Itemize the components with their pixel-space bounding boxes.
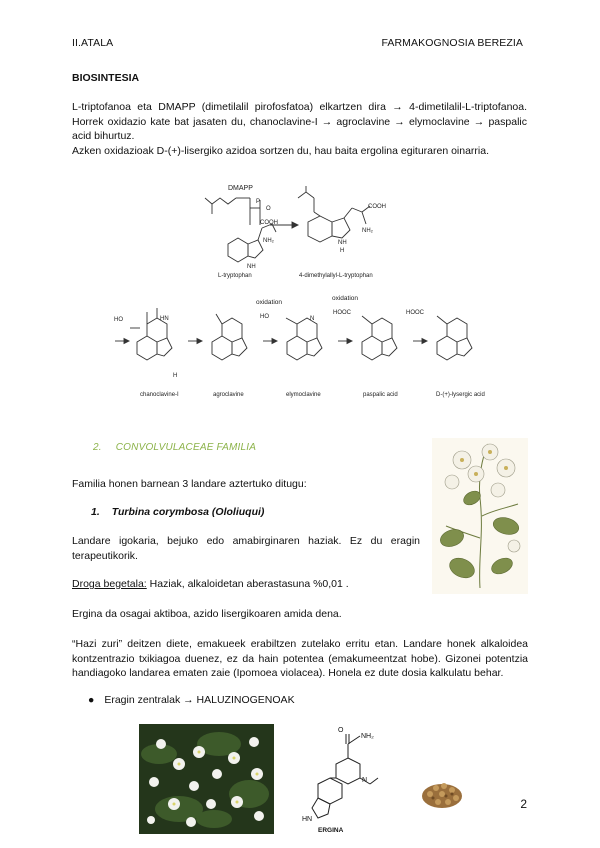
paragraph-biosynthesis-chain: L-triptofanoa eta DMAPP (dimetilalil pirofosfatoa) elkartzen dira → 4-dimetilalil-L-triptofanoa. Horrek oxidazio kate bat jasaten du, chanoclavine-I → agroclavine → elymoclavine → paspalic acid bihurtuz. (72, 101, 527, 142)
section-title-biosintesia: BIOSINTESIA (72, 72, 140, 84)
paragraph-plant-description: Landare igokaria, bejuko edo amabirginaren haziak. Ez du eragin terapeutikorik. (72, 535, 420, 562)
label-p: P (256, 199, 261, 205)
section-number: 2. (93, 442, 102, 453)
ergina-structure (298, 722, 390, 834)
label-nh-right: NH (338, 240, 347, 246)
label-hooc-5: HOOC (406, 310, 424, 316)
paragraph-droga-begetala (72, 578, 349, 590)
paragraph-hazi-zuri: “Hazi zuri” deitzen diete, emakueek erabiltzen zutelako erritu etan. Landare honek alkaloidea kontzentrazio txikiagoa duenez, ez da hain potentea (emakumeentzat hobe). Gizonei potentzia handiagoko landarea ematen zaie (Ipomoea violacea). Honela ez dute dosia kalkulatu behar. (72, 638, 528, 680)
subsection-turbina-corymbosa (91, 506, 264, 518)
bullet-eragin-zentralak (88, 694, 295, 706)
label-o: O (266, 206, 271, 212)
label-h-1: H (173, 373, 178, 379)
section-heading-convolvulaceae (93, 442, 256, 453)
label-cooh-right: COOH (368, 204, 386, 210)
label-agroclavine: agroclavine (213, 392, 244, 398)
droga-text: Haziak, alkaloidetan aberastasuna %0,01 . (146, 578, 349, 590)
header-chapter: II.ATALA (72, 37, 114, 49)
label-h-right: H (340, 248, 345, 254)
paragraph-lysergic-acid: Azken oxidazioak D-(+)-lisergiko azidoa sortzen du, hau baita ergolina egituraren oinarria. (72, 145, 490, 157)
label-dma-tryptophan: 4-dimethylallyl-L-tryptophan (299, 273, 373, 279)
turbina-corymbosa-illustration (432, 438, 528, 594)
label-paspalic-acid: paspalic acid (363, 392, 398, 398)
label-hn: HN (160, 316, 169, 322)
label-n-3: N (310, 316, 315, 322)
paragraph-ergina: Ergina da osagai aktiboa, azido lisergikoaren amida dena. (72, 608, 342, 620)
label-nh2-left: NH₂ (263, 238, 274, 244)
ergina-hn: HN (302, 816, 313, 823)
paragraph-family-intro: Familia honen barnean 3 landare aztertuko ditugu: (72, 478, 307, 490)
label-elymoclavine: elymoclavine (286, 392, 321, 398)
label-ho-3: HO (260, 314, 269, 320)
section-title: CONVOLVULACEAE FAMILIA (115, 442, 257, 453)
ergina-n: N (362, 777, 368, 784)
label-lysergic-acid: D-(+)-lysergic acid (436, 392, 485, 398)
label-hooc-4: HOOC (333, 310, 351, 316)
label-dmapp: DMAPP (228, 185, 253, 192)
flower-photo (139, 724, 274, 834)
biosynthesis-scheme (100, 180, 520, 410)
subsection-title: Turbina corymbosa (Ololiuqui) (111, 506, 265, 518)
page-number: 2 (520, 797, 527, 811)
subsection-number: 1. (91, 506, 100, 518)
ergina-nh2: NH₂ (361, 733, 374, 740)
label-l-tryptophan: L-tryptophan (218, 273, 252, 279)
label-cooh-left: COOH (260, 220, 278, 226)
label-ho-1: HO (114, 317, 123, 323)
bullet-text: Eragin zentralak → HALUZINOGENOAK (104, 694, 295, 706)
ergina-label: ERGINA (318, 827, 344, 834)
label-nh2-right: NH₂ (362, 228, 373, 234)
bullet-dot: ● (88, 694, 95, 706)
label-nh-left: NH (247, 264, 256, 270)
seeds-image (418, 772, 466, 814)
label-oxidation-2: oxidation (332, 295, 359, 302)
ergina-o: O (338, 727, 344, 734)
header-subject: FARMAKOGNOSIA BEREZIA (381, 37, 523, 49)
droga-label: Droga begetala: (72, 578, 147, 590)
label-oxidation-1: oxidation (256, 299, 283, 306)
label-chanoclavine: chanoclavine-I (140, 392, 179, 398)
